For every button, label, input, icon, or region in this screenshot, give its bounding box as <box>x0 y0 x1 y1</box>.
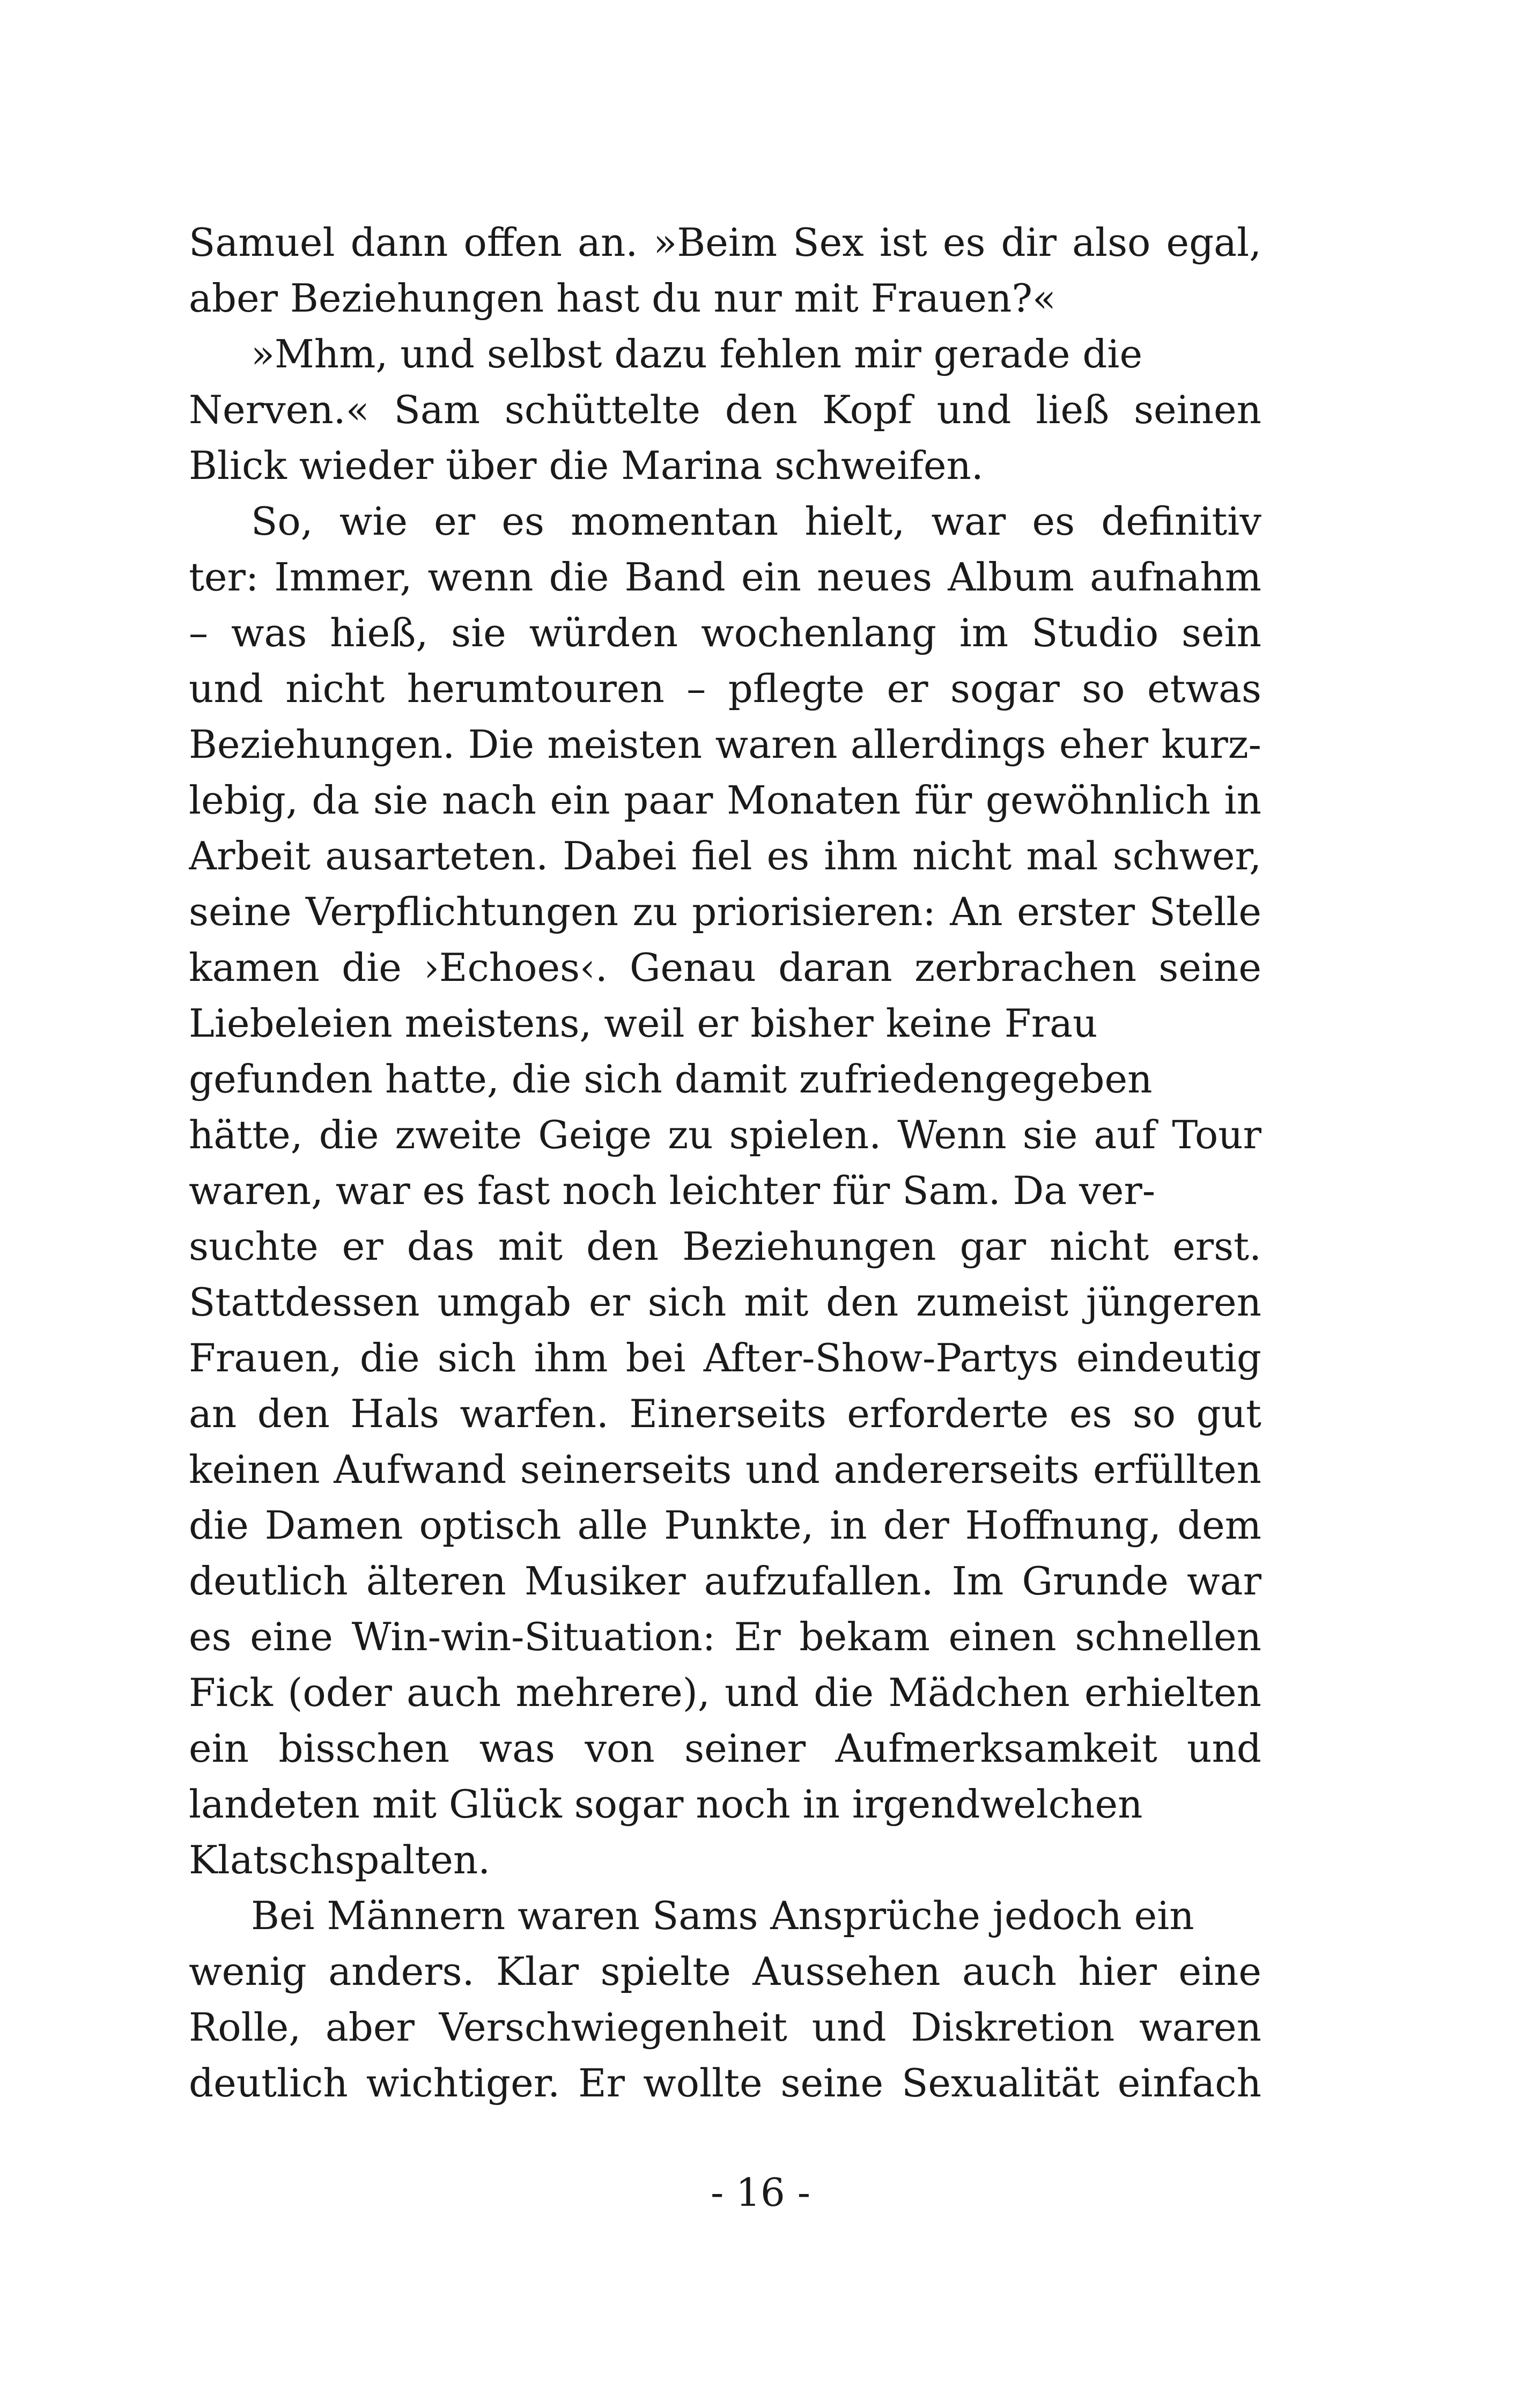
text-line: Frauen, die sich ihm bei After-Show-Partys eindeutig <box>189 1335 1261 1380</box>
text-line: keinen Aufwand seinerseits und andererseits erfüllten <box>189 1447 1261 1492</box>
text-line: deutlich wichtiger. Er wollte seine Sexualität einfach <box>189 2060 1261 2106</box>
text-line: die Damen optisch alle Punkte, in der Hoffnung, dem <box>189 1503 1261 1548</box>
text-line: So, wie er es momentan hielt, war es definitiv <box>251 499 1261 544</box>
text-line: waren, war es fast noch leichter für Sam. Da ver- <box>189 1168 1156 1213</box>
text-line: an den Hals warfen. Einerseits erforderte es so gut <box>189 1391 1261 1436</box>
text-line: Bei Männern waren Sams Ansprüche jedoch ein <box>251 1893 1194 1938</box>
text-line: es eine Win-win-Situation: Er bekam einen schnellen <box>189 1614 1261 1659</box>
text-line: Fick (oder auch mehrere), und die Mädchen erhielten <box>189 1670 1261 1715</box>
text-line: Rolle, aber Verschwiegenheit und Diskretion waren <box>189 2005 1261 2050</box>
text-line: Stattdessen umgab er sich mit den zumeist jüngeren <box>189 1280 1261 1325</box>
text-line: landeten mit Glück sogar noch in irgendwelchen <box>189 1782 1143 1827</box>
text-line: – was hieß, sie würden wochenlang im Studio sein <box>189 610 1261 655</box>
text-line: Blick wieder über die Marina schweifen. <box>189 443 984 488</box>
text-line: seine Verpflichtungen zu priorisieren: An erster Stelle <box>189 889 1261 934</box>
text-line: kamen die ›Echoes‹. Genau daran zerbrachen seine <box>189 945 1261 990</box>
page-number: - 16 - <box>710 2170 811 2215</box>
text-line: deutlich älteren Musiker aufzufallen. Im Grunde war <box>189 1558 1261 1604</box>
text-line: aber Beziehungen hast du nur mit Frauen?« <box>189 276 1056 321</box>
text-line: ter: Immer, wenn die Band ein neues Album aufnahm <box>189 555 1261 600</box>
text-line: Arbeit ausarteten. Dabei fiel es ihm nicht mal schwer, <box>189 833 1261 878</box>
body-text <box>189 215 1261 2111</box>
text-line: Klatschspalten. <box>189 1837 491 1882</box>
text-line: Nerven.« Sam schüttelte den Kopf und ließ seinen <box>189 387 1261 432</box>
text-line: und nicht herumtouren – pflegte er sogar so etwas <box>189 666 1261 711</box>
text-line: hätte, die zweite Geige zu spielen. Wenn sie auf Tour <box>189 1112 1261 1157</box>
text-line: lebig, da sie nach ein paar Monaten für gewöhnlich in <box>189 778 1261 823</box>
text-line: »Mhm, und selbst dazu fehlen mir gerade die <box>251 331 1143 376</box>
text-line: gefunden hatte, die sich damit zufriedengegeben <box>189 1057 1153 1102</box>
text-line: wenig anders. Klar spielte Aussehen auch hier eine <box>189 1949 1261 1994</box>
text-line: ein bisschen was von seiner Aufmerksamkeit und <box>189 1726 1261 1771</box>
text-line: suchte er das mit den Beziehungen gar nicht erst. <box>189 1224 1261 1269</box>
text-line: Beziehungen. Die meisten waren allerdings eher kurz- <box>189 722 1261 767</box>
text-line: Samuel dann offen an. »Beim Sex ist es dir also egal, <box>189 220 1261 265</box>
text-line: Liebeleien meistens, weil er bisher keine Frau <box>189 1001 1098 1046</box>
